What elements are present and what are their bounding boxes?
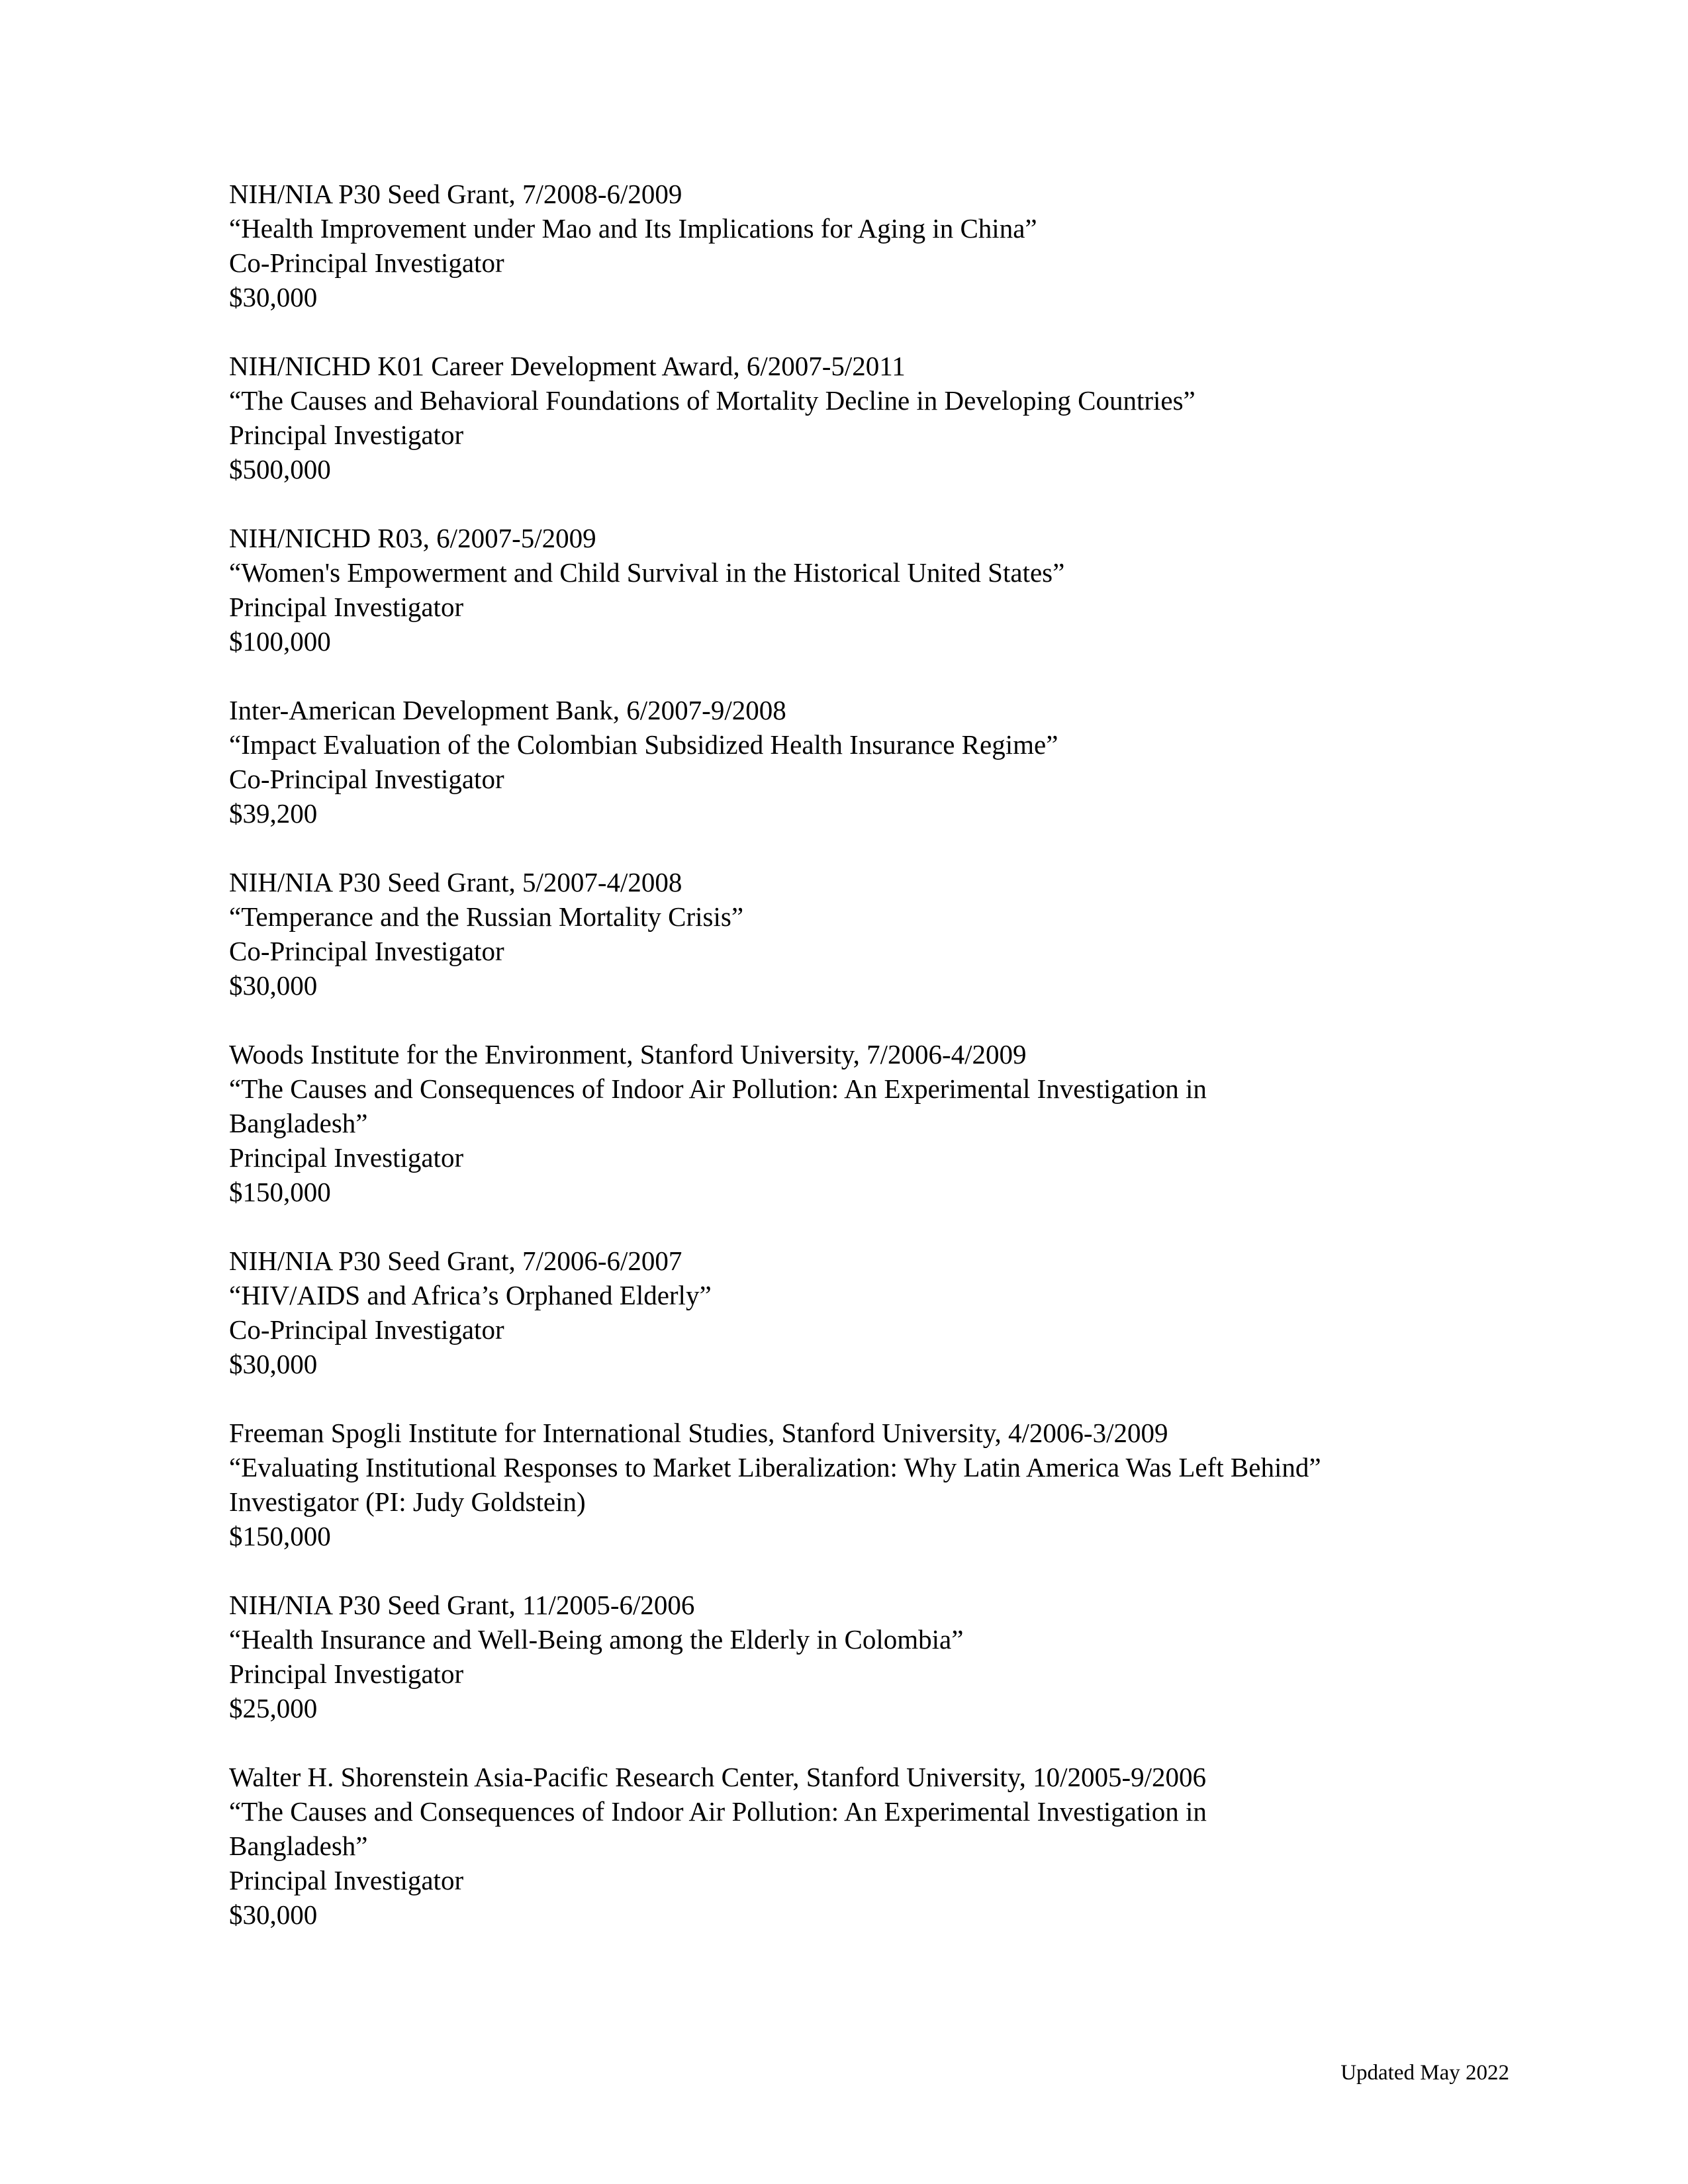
grant-entry bbox=[229, 1037, 1487, 1209]
grant-title-line2: Bangladesh” bbox=[229, 1108, 368, 1138]
grant-title: “Women's Empowerment and Child Survival in the Historical United States” bbox=[229, 557, 1065, 588]
grant-amount: $39,200 bbox=[229, 798, 318, 829]
grant-funder: NIH/NIA P30 Seed Grant, 7/2008-6/2009 bbox=[229, 179, 682, 209]
grant-entry bbox=[229, 1588, 1487, 1725]
grant-amount: $150,000 bbox=[229, 1177, 331, 1207]
grant-title: “Temperance and the Russian Mortality Crisis” bbox=[229, 901, 744, 932]
grant-role: Co-Principal Investigator bbox=[229, 1314, 504, 1345]
grant-title: “Evaluating Institutional Responses to Market Liberalization: Why Latin America Was Left Behind” bbox=[229, 1452, 1321, 1482]
grant-funder: NIH/NIA P30 Seed Grant, 7/2006-6/2007 bbox=[229, 1246, 682, 1276]
grant-funder: NIH/NIA P30 Seed Grant, 11/2005-6/2006 bbox=[229, 1590, 695, 1620]
grant-title-line1: “The Causes and Consequences of Indoor Air Pollution: An Experimental Investigation in bbox=[229, 1073, 1207, 1104]
grant-funder: NIH/NICHD R03, 6/2007-5/2009 bbox=[229, 523, 596, 553]
grant-title: “Health Insurance and Well-Being among the Elderly in Colombia” bbox=[229, 1624, 964, 1655]
grant-amount: $30,000 bbox=[229, 282, 318, 312]
grant-amount: $30,000 bbox=[229, 970, 318, 1001]
grant-funder: NIH/NICHD K01 Career Development Award, 6/2007-5/2011 bbox=[229, 351, 906, 381]
grant-title-line2: Bangladesh” bbox=[229, 1831, 368, 1861]
grant-amount: $100,000 bbox=[229, 626, 331, 657]
grant-list bbox=[229, 177, 1487, 1966]
grant-entry bbox=[229, 865, 1487, 1003]
grant-funder: Inter-American Development Bank, 6/2007-9/2008 bbox=[229, 695, 786, 725]
grant-amount: $30,000 bbox=[229, 1899, 318, 1930]
grant-role: Principal Investigator bbox=[229, 592, 464, 622]
grant-amount: $25,000 bbox=[229, 1693, 318, 1723]
grant-role: Co-Principal Investigator bbox=[229, 936, 504, 966]
grant-amount: $150,000 bbox=[229, 1521, 331, 1551]
grant-role: Principal Investigator bbox=[229, 1142, 464, 1173]
grant-funder: Freeman Spogli Institute for International Studies, Stanford University, 4/2006-3/2009 bbox=[229, 1418, 1168, 1448]
grant-entry bbox=[229, 1244, 1487, 1381]
grant-role: Co-Principal Investigator bbox=[229, 764, 504, 794]
grant-entry bbox=[229, 177, 1487, 314]
grant-funder: NIH/NIA P30 Seed Grant, 5/2007-4/2008 bbox=[229, 867, 682, 897]
grant-entry bbox=[229, 693, 1487, 831]
grant-title: “The Causes and Behavioral Foundations of Mortality Decline in Developing Countries” bbox=[229, 385, 1196, 416]
grant-role: Principal Investigator bbox=[229, 1659, 464, 1689]
grant-entry bbox=[229, 1760, 1487, 1932]
grant-title: “HIV/AIDS and Africa’s Orphaned Elderly” bbox=[229, 1280, 712, 1310]
grant-role: Principal Investigator bbox=[229, 420, 464, 450]
grant-role: Investigator (PI: Judy Goldstein) bbox=[229, 1486, 586, 1517]
grant-role: Principal Investigator bbox=[229, 1865, 464, 1895]
grant-title-line1: “The Causes and Consequences of Indoor Air Pollution: An Experimental Investigation in bbox=[229, 1796, 1207, 1827]
grant-entry bbox=[229, 1416, 1487, 1553]
grant-funder: Woods Institute for the Environment, Stanford University, 7/2006-4/2009 bbox=[229, 1039, 1027, 1069]
grant-funder: Walter H. Shorenstein Asia-Pacific Research Center, Stanford University, 10/2005-9/2006 bbox=[229, 1762, 1207, 1792]
grant-title: “Impact Evaluation of the Colombian Subsidized Health Insurance Regime” bbox=[229, 729, 1058, 760]
grant-title: “Health Improvement under Mao and Its Implications for Aging in China” bbox=[229, 213, 1037, 244]
grant-entry bbox=[229, 521, 1487, 659]
grant-entry bbox=[229, 349, 1487, 486]
updated-date-footer: Updated May 2022 bbox=[1340, 2061, 1509, 2085]
grant-amount: $500,000 bbox=[229, 454, 331, 484]
grant-role: Co-Principal Investigator bbox=[229, 248, 504, 278]
grant-amount: $30,000 bbox=[229, 1349, 318, 1379]
